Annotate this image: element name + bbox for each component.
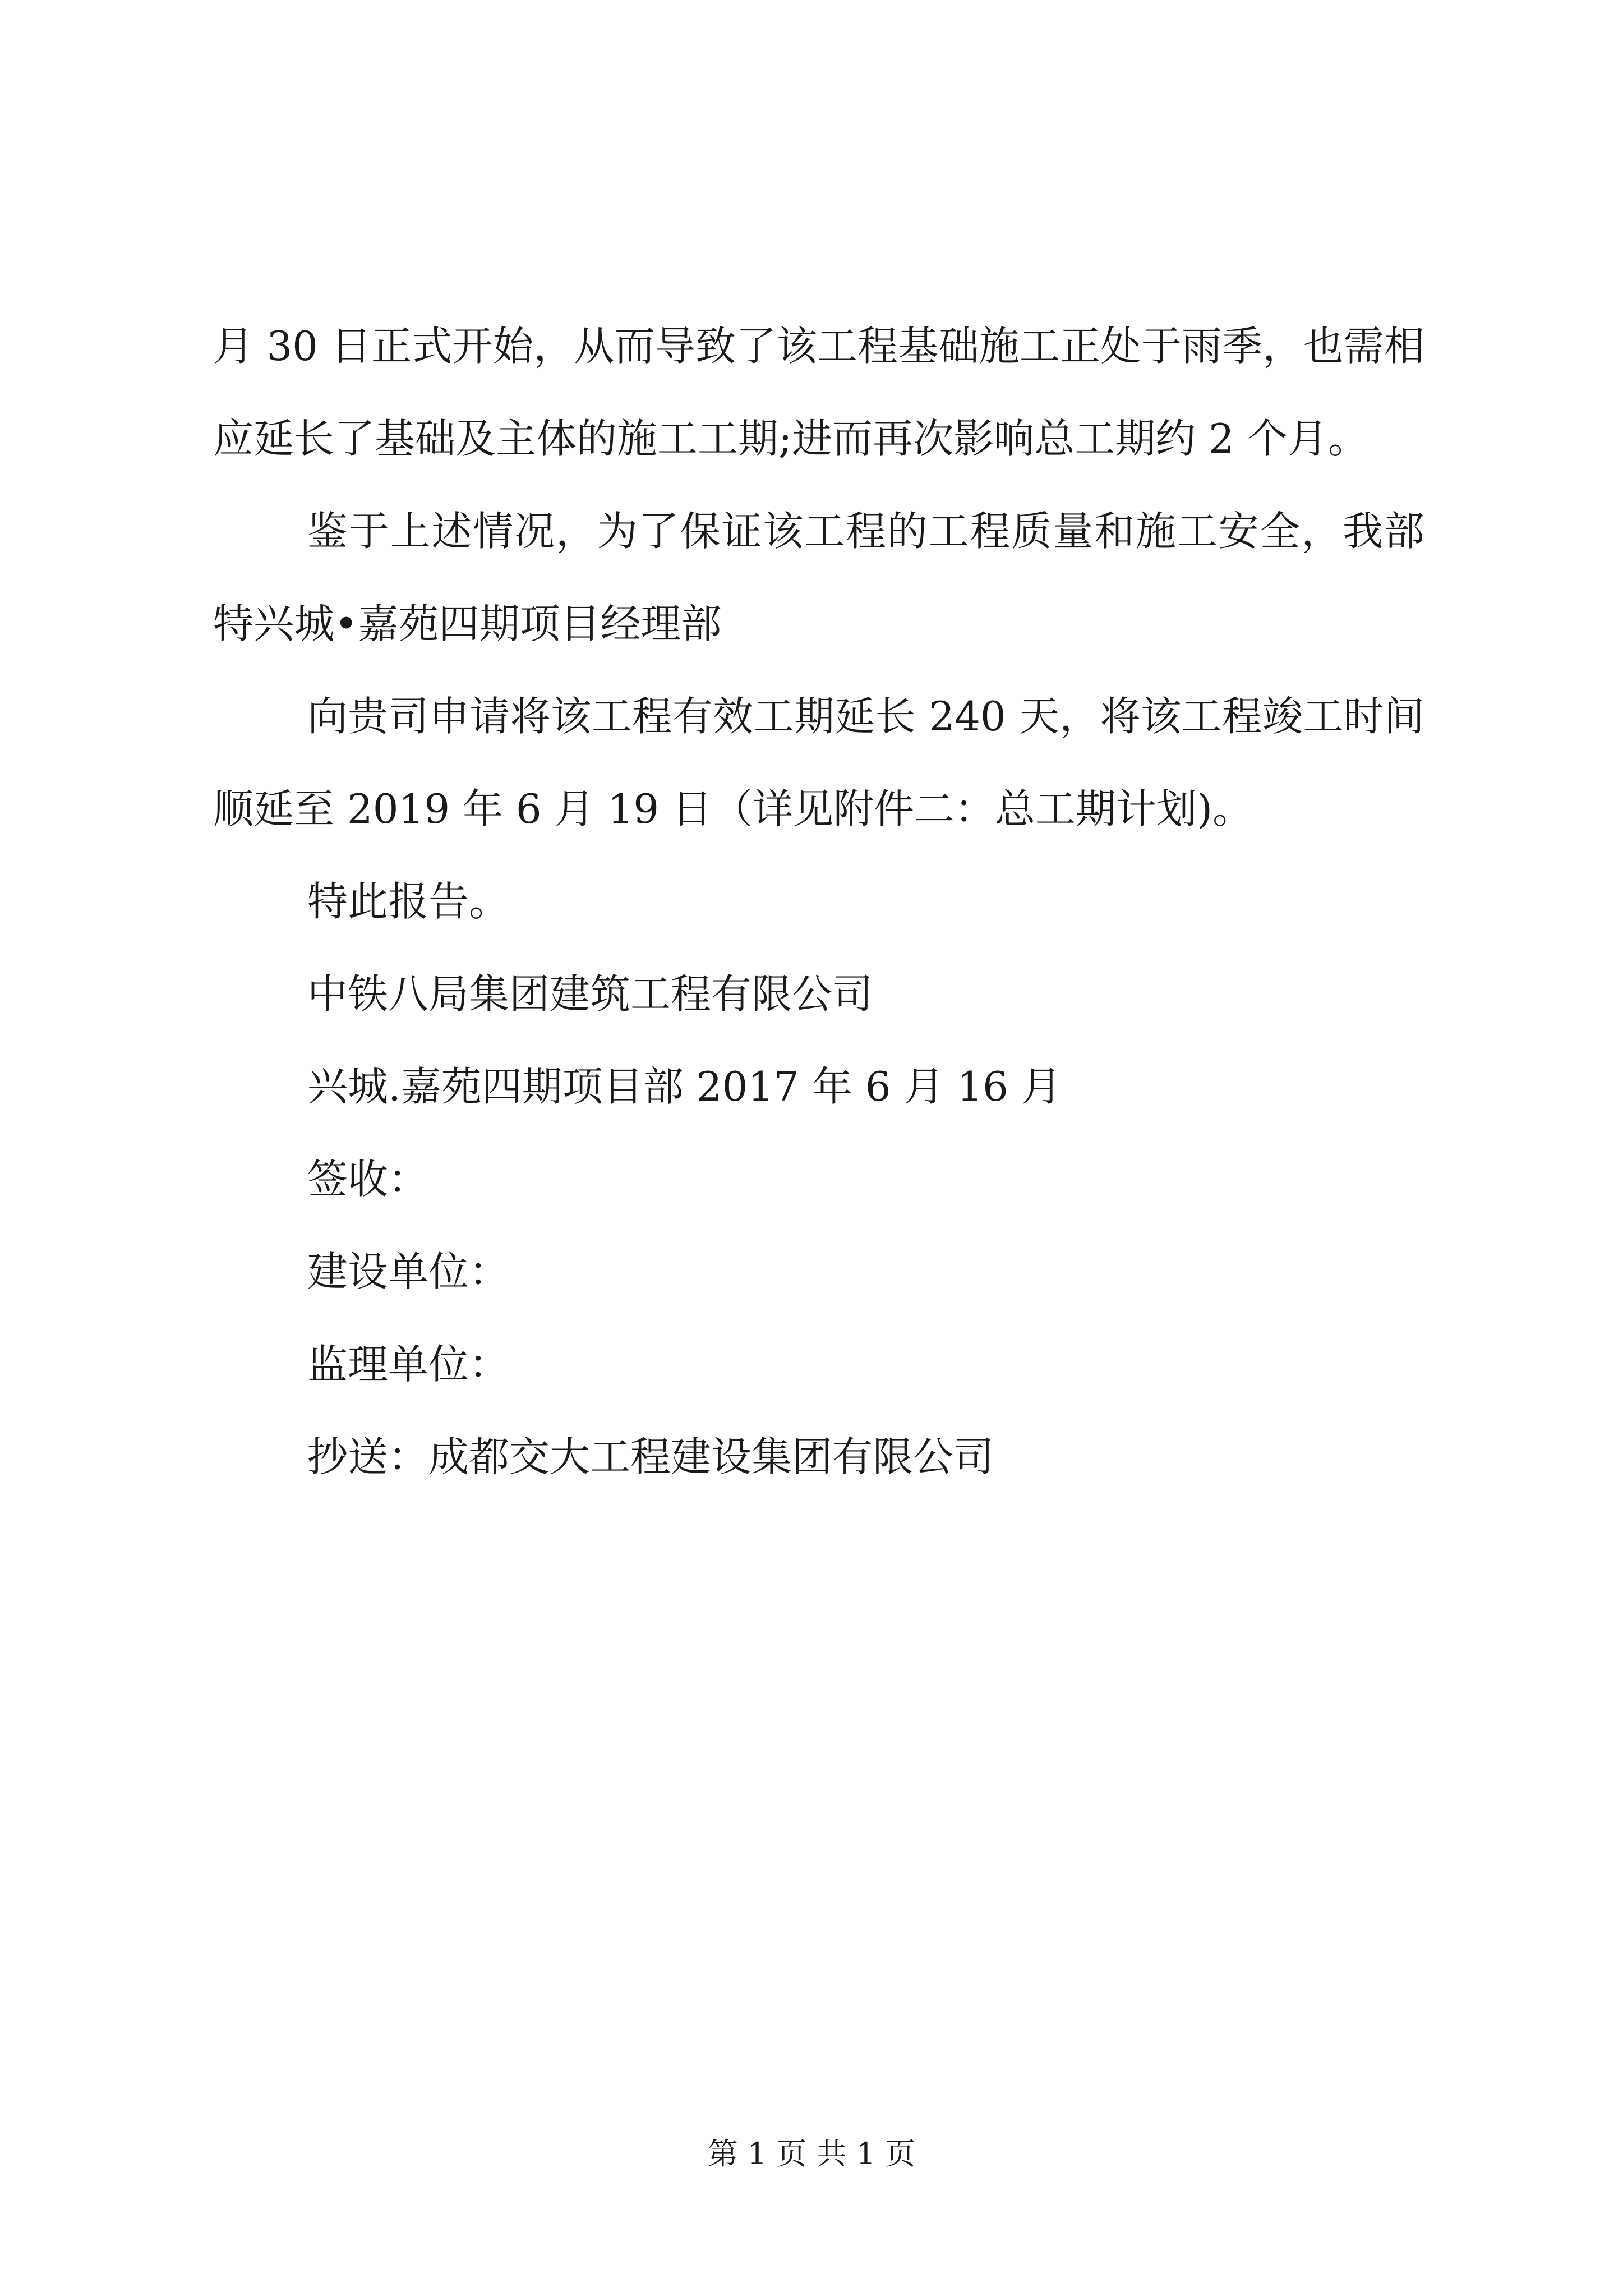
cc-recipient: 抄送：成都交大工程建设集团有限公司 [307, 1433, 994, 1480]
paragraph-circumstances: 鉴于上述情况，为了保证该工程的工程质量和施工安全，我部特兴城•嘉苑四期项目经理部 [213, 508, 1424, 647]
closing-remark: 特此报告。 [307, 878, 510, 925]
supervision-unit-label: 监理单位： [307, 1341, 510, 1388]
document-body [213, 300, 1424, 1503]
company-name: 中铁八局集团建筑工程有限公司 [307, 970, 873, 1018]
department-date: 兴城.嘉苑四期项目部 2017 年 6 月 16 月 [307, 1063, 1062, 1110]
paragraph-continuation: 月 30 日正式开始，从而导致了该工程基础施工正处于雨季，也需相应延长了基础及主体的施工工期;进而再次影响总工期约 2 个月。 [213, 323, 1424, 462]
sign-receipt-label: 签收： [307, 1156, 429, 1203]
construction-unit-label: 建设单位： [307, 1248, 510, 1295]
page-footer [0, 2134, 1623, 2174]
page-number: 第 1 页 共 1 页 [707, 2136, 916, 2171]
paragraph-extension-request: 向贵司申请将该工程有效工期延长 240 天，将该工程竣工时间顺延至 2019 年 6 月 19 日（详见附件二：总工期计划)。 [213, 693, 1424, 832]
